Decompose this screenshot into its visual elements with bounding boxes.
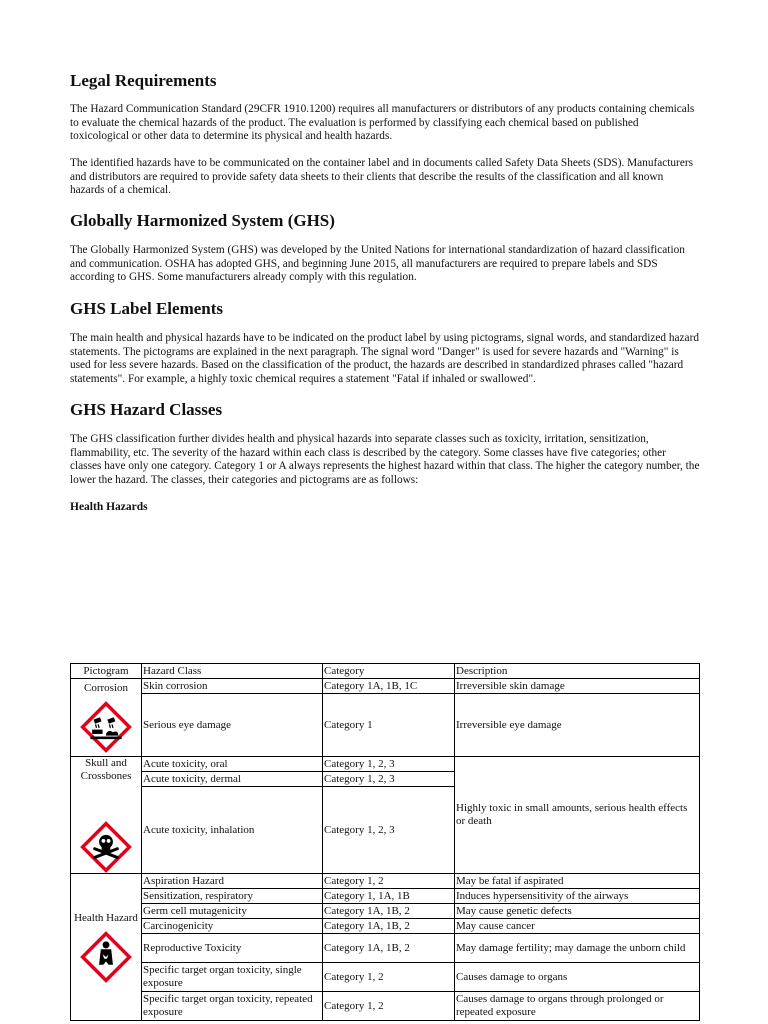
category: Category 1A, 1B, 2 [323,904,455,919]
label-elements-paragraph: The main health and physical hazards have to be indicated on the product label by using pictograms, signal words, and standardized hazard statements. The pictograms are explained in the next paragraph. The signal word "Danger" is used for severe hazards and "Warning" is used for less severe hazards. Based on the classification of the product, the hazards are described in standardized phrases called "hazard statements". For example, a highly toxic chemical requires a statement "Fatal if inhaled or swallowed". [70,332,699,385]
hazard-class: Germ cell mutagenicity [142,904,323,919]
hazard-classes-paragraph: The GHS classification further divides health and physical hazards into separate classes such as toxicity, irritation, sensitization, flammability, etc. The severity of the hazard within each class is described by the category. Some classes have five categories; other classes have only one category. Category 1 or A always represents the highest hazard within that class. The higher the category number, the lower the hazard. The classes, their categories and pictograms are as follows: [70,433,700,486]
hazard-class: Serious eye damage [142,694,323,757]
ghs-heading: Globally Harmonized System (GHS) [70,211,335,230]
label-elements-heading: GHS Label Elements [70,299,224,318]
description: Causes damage to organs [455,963,700,992]
skull-label: Skull and Crossbones [80,757,132,782]
table-row [71,934,700,963]
table-row [71,757,700,772]
table-row [71,963,700,992]
category: Category 1, 2, 3 [323,787,455,874]
category: Category 1 [323,694,455,757]
hazard-class: Specific target organ toxicity, repeated exposure [142,992,323,1021]
category: Category 1A, 1B, 1C [323,679,455,694]
hazard-class: Acute toxicity, dermal [142,772,323,787]
hazard-class: Sensitization, respiratory [142,889,323,904]
hazard-class: Acute toxicity, inhalation [142,787,323,874]
health-hazard-pictogram-cell [71,874,142,1021]
category: Category 1A, 1B, 2 [323,934,455,963]
header-description: Description [455,664,700,679]
table-row [71,694,700,757]
header-category: Category [323,664,455,679]
hazard-class: Reproductive Toxicity [142,934,323,963]
legal-paragraph-2: The identified hazards have to be communicated on the container label and in documents called Safety Data Sheets (SDS). Manufacturers and distributors are required to provide safety data sheets to their clients that describe the results of the classification and all known hazards of a chemical. [70,157,693,196]
category: Category 1, 2, 3 [323,772,455,787]
hazard-class: Aspiration Hazard [142,874,323,889]
category: Category 1, 2 [323,874,455,889]
table-row [71,904,700,919]
table-row [71,874,700,889]
health-hazard-icon [80,931,132,983]
ghs-paragraph: The Globally Harmonized System (GHS) was developed by the United Nations for international standardization of hazard classification and communication. OSHA has adopted GHS, and beginning June 2015, all manufacturers are required to prepare labels and SDS according to GHS. Some manufacturers already comply with this regulation. [70,244,685,283]
table-row [71,889,700,904]
corrosion-icon [80,701,132,753]
table-row [71,679,700,694]
corrosion-label: Corrosion [84,682,128,694]
description: May cause genetic defects [455,904,700,919]
table-row [71,992,700,1021]
category: Category 1, 2 [323,963,455,992]
corrosion-pictogram-cell [71,679,142,757]
category: Category 1A, 1B, 2 [323,919,455,934]
table-header-row [71,664,700,679]
hazard-classes-heading: GHS Hazard Classes [70,400,223,419]
description: Irreversible eye damage [455,694,700,757]
health-hazards-subheading: Health Hazards [70,501,148,513]
header-pictogram: Pictogram [71,664,142,679]
table-row [71,919,700,934]
hazard-class: Specific target organ toxicity, single exposure [142,963,323,992]
hazard-class: Acute toxicity, oral [142,757,323,772]
description: Induces hypersensitivity of the airways [455,889,700,904]
hazard-class: Skin corrosion [142,679,323,694]
category: Category 1, 1A, 1B [323,889,455,904]
hazard-class: Carcinogenicity [142,919,323,934]
description: Causes damage to organs through prolonged or repeated exposure [455,992,700,1021]
health-hazard-label: Health Hazard [74,911,138,924]
legal-heading: Legal Requirements [70,71,217,90]
skull-pictogram-cell [71,757,142,874]
skull-crossbones-icon [80,821,132,873]
description: May cause cancer [455,919,700,934]
description: May damage fertility; may damage the unborn child [455,934,700,963]
skull-description: Highly toxic in small amounts, serious health effects or death [455,757,700,874]
category: Category 1, 2, 3 [323,757,455,772]
category: Category 1, 2 [323,992,455,1021]
legal-paragraph-1: The Hazard Communication Standard (29CFR 1910.1200) requires all manufacturers or distributors of any products containing chemicals to evaluate the chemical hazards of the product. The evaluation is performed by classifying each chemical based on published toxicological or other data to determine its physical and health hazards. [70,103,695,142]
header-hazard-class: Hazard Class [142,664,323,679]
health-hazards-table [70,663,700,1021]
description: Irreversible skin damage [455,679,700,694]
description: May be fatal if aspirated [455,874,700,889]
